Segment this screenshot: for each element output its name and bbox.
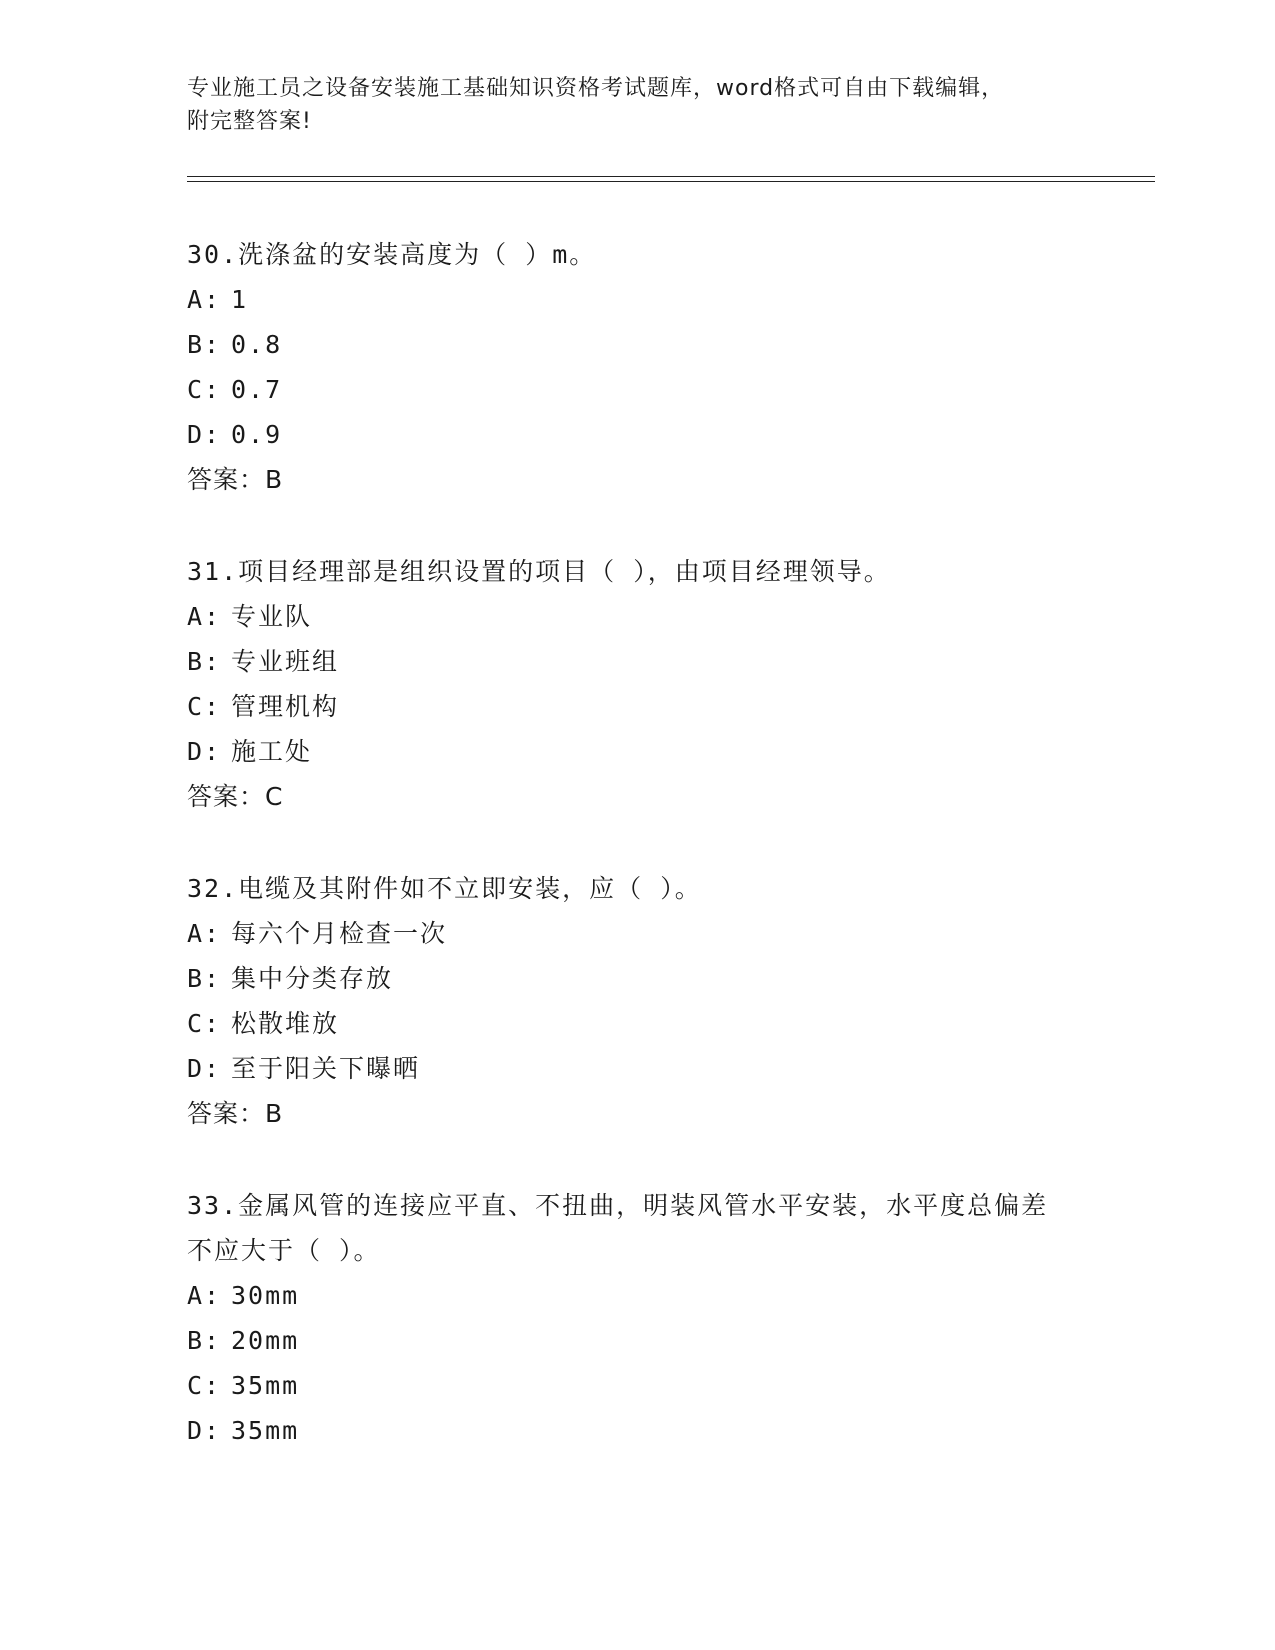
option-label: D: (187, 1416, 222, 1445)
option-text: 施工处 (231, 737, 313, 766)
option-label: D: (187, 737, 222, 766)
option-label: A: (187, 602, 222, 631)
option-text: 20mm (231, 1326, 300, 1355)
option-label: B: (187, 964, 222, 993)
question-33 (187, 1183, 1067, 1453)
document-header (187, 72, 1087, 138)
header-divider-bottom (187, 181, 1155, 182)
answer-line: 答案：B (187, 465, 284, 494)
question-30 (187, 232, 1087, 502)
option-text: 35mm (231, 1371, 300, 1400)
option-text: 管理机构 (231, 692, 340, 721)
option-label: B: (187, 1326, 222, 1355)
header-line-1: 专业施工员之设备安装施工基础知识资格考试题库，word格式可自由下载编辑， (187, 76, 1005, 101)
option-label: A: (187, 1281, 222, 1310)
option-label: C: (187, 375, 222, 404)
option-text: 35mm (231, 1416, 300, 1445)
option-b (187, 322, 1087, 367)
question-stem: 32.电缆及其附件如不立即安装，应（ ）。 (187, 874, 702, 903)
option-b (187, 956, 1087, 1001)
option-label: D: (187, 1054, 222, 1083)
option-b (187, 1318, 1067, 1363)
option-text: 专业班组 (231, 647, 340, 676)
option-label: B: (187, 330, 222, 359)
option-c (187, 1363, 1067, 1408)
option-text: 集中分类存放 (231, 964, 394, 993)
answer-line: 答案：C (187, 782, 284, 811)
option-text: 专业队 (231, 602, 313, 631)
option-text: 0.8 (231, 330, 283, 359)
option-text: 30mm (231, 1281, 300, 1310)
option-label: D: (187, 420, 222, 449)
question-31 (187, 549, 1087, 819)
option-text: 1 (231, 285, 249, 314)
option-text: 至于阳关下曝晒 (231, 1054, 421, 1083)
option-c (187, 367, 1087, 412)
question-stem: 30.洗涤盆的安装高度为（ ）m。 (187, 240, 597, 269)
option-d (187, 412, 1087, 457)
question-stem: 31.项目经理部是组织设置的项目（ ），由项目经理领导。 (187, 557, 891, 586)
option-text: 每六个月检查一次 (231, 919, 448, 948)
option-text: 松散堆放 (231, 1009, 340, 1038)
option-text: 0.9 (231, 420, 283, 449)
option-a (187, 1273, 1067, 1318)
option-a (187, 277, 1087, 322)
option-d (187, 1408, 1067, 1453)
option-b (187, 639, 1087, 684)
question-stem: 33.金属风管的连接应平直、不扭曲，明装风管水平安装，水平度总偏差不应大于（ ）。 (187, 1191, 1049, 1265)
question-32 (187, 866, 1087, 1136)
answer-line: 答案：B (187, 1099, 284, 1128)
option-label: C: (187, 1009, 222, 1038)
option-label: C: (187, 1371, 222, 1400)
option-a (187, 594, 1087, 639)
option-label: B: (187, 647, 222, 676)
option-c (187, 1001, 1087, 1046)
option-d (187, 1046, 1087, 1091)
option-a (187, 911, 1087, 956)
option-c (187, 684, 1087, 729)
option-d (187, 729, 1087, 774)
option-label: A: (187, 919, 222, 948)
header-divider-top (187, 176, 1155, 177)
option-label: C: (187, 692, 222, 721)
option-text: 0.7 (231, 375, 283, 404)
option-label: A: (187, 285, 222, 314)
header-line-2: 附完整答案! (187, 109, 312, 134)
